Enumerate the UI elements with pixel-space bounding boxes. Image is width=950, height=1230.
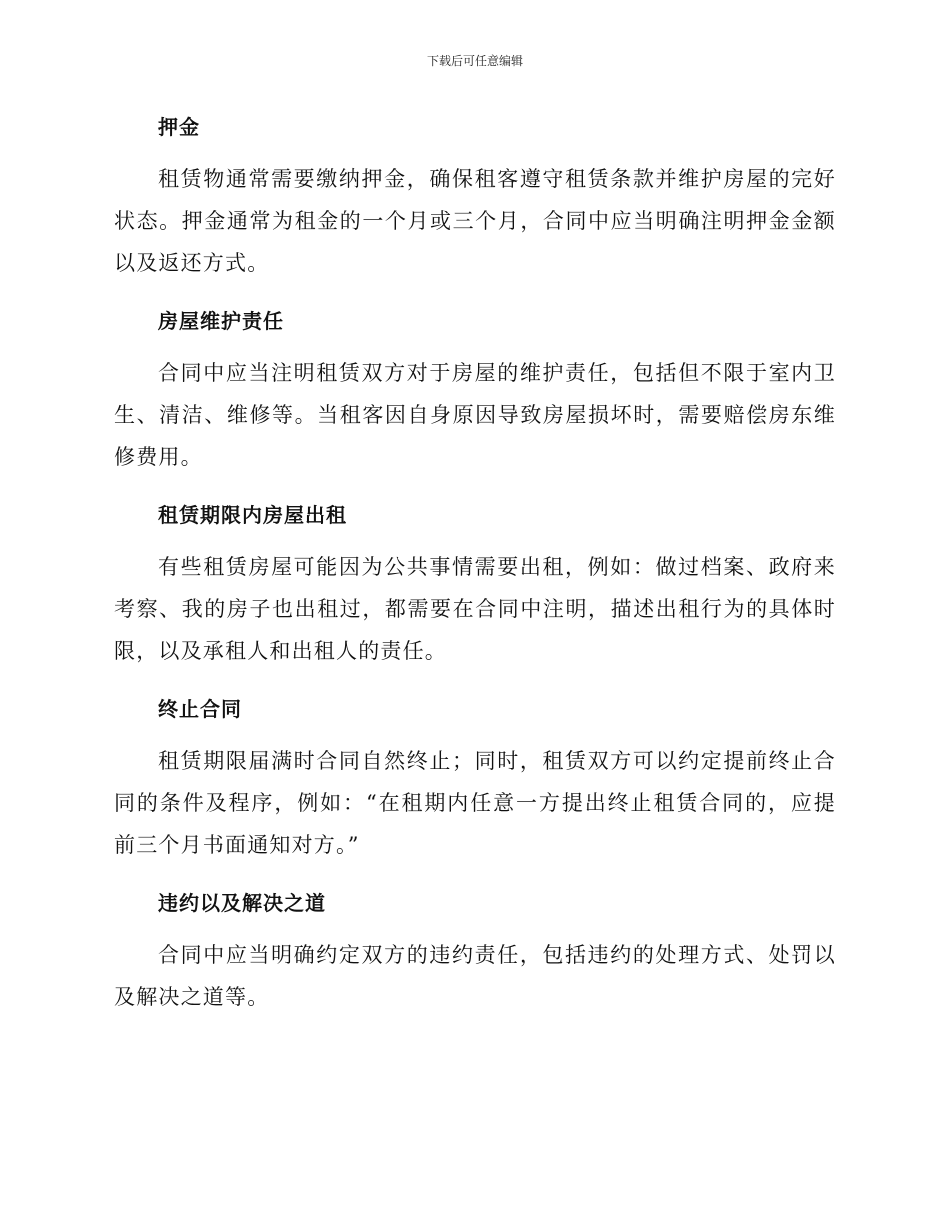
section-heading-subletting: 租赁期限内房屋出租 — [158, 503, 347, 527]
section-paragraph-deposit: 租赁物通常需要缴纳押金，确保租客遵守租赁条款并维护房屋的完好状态。押金通常为租金的一个月或三个月，合同中应当明确注明押金金额以及返还方式。 — [114, 167, 836, 275]
section-paragraph-subletting: 有些租赁房屋可能因为公共事情需要出租，例如：做过档案、政府来考察、我的房子也出租过，都需要在合同中注明，描述出租行为的具体时限，以及承租人和出租人的责任。 — [114, 555, 836, 663]
section-heading-maintenance: 房屋维护责任 — [158, 309, 284, 333]
section-heading-breach: 违约以及解决之道 — [158, 891, 326, 915]
section-heading-termination: 终止合同 — [158, 697, 242, 721]
section-paragraph-breach: 合同中应当明确约定双方的违约责任，包括违约的处理方式、处罚以及解决之道等。 — [114, 943, 836, 1009]
section-paragraph-termination: 租赁期限届满时合同自然终止；同时，租赁双方可以约定提前终止合同的条件及程序，例如：“在租期内任意一方提出终止租赁合同的，应提前三个月书面通知对方。” — [114, 749, 836, 857]
section-heading-deposit: 押金 — [158, 115, 200, 139]
document-body — [114, 110, 836, 1038]
page-header-note: 下载后可任意编辑 — [426, 54, 523, 68]
section-paragraph-maintenance: 合同中应当注明租赁双方对于房屋的维护责任，包括但不限于室内卫生、清洁、维修等。当租客因自身原因导致房屋损坏时，需要赔偿房东维修费用。 — [114, 361, 836, 469]
